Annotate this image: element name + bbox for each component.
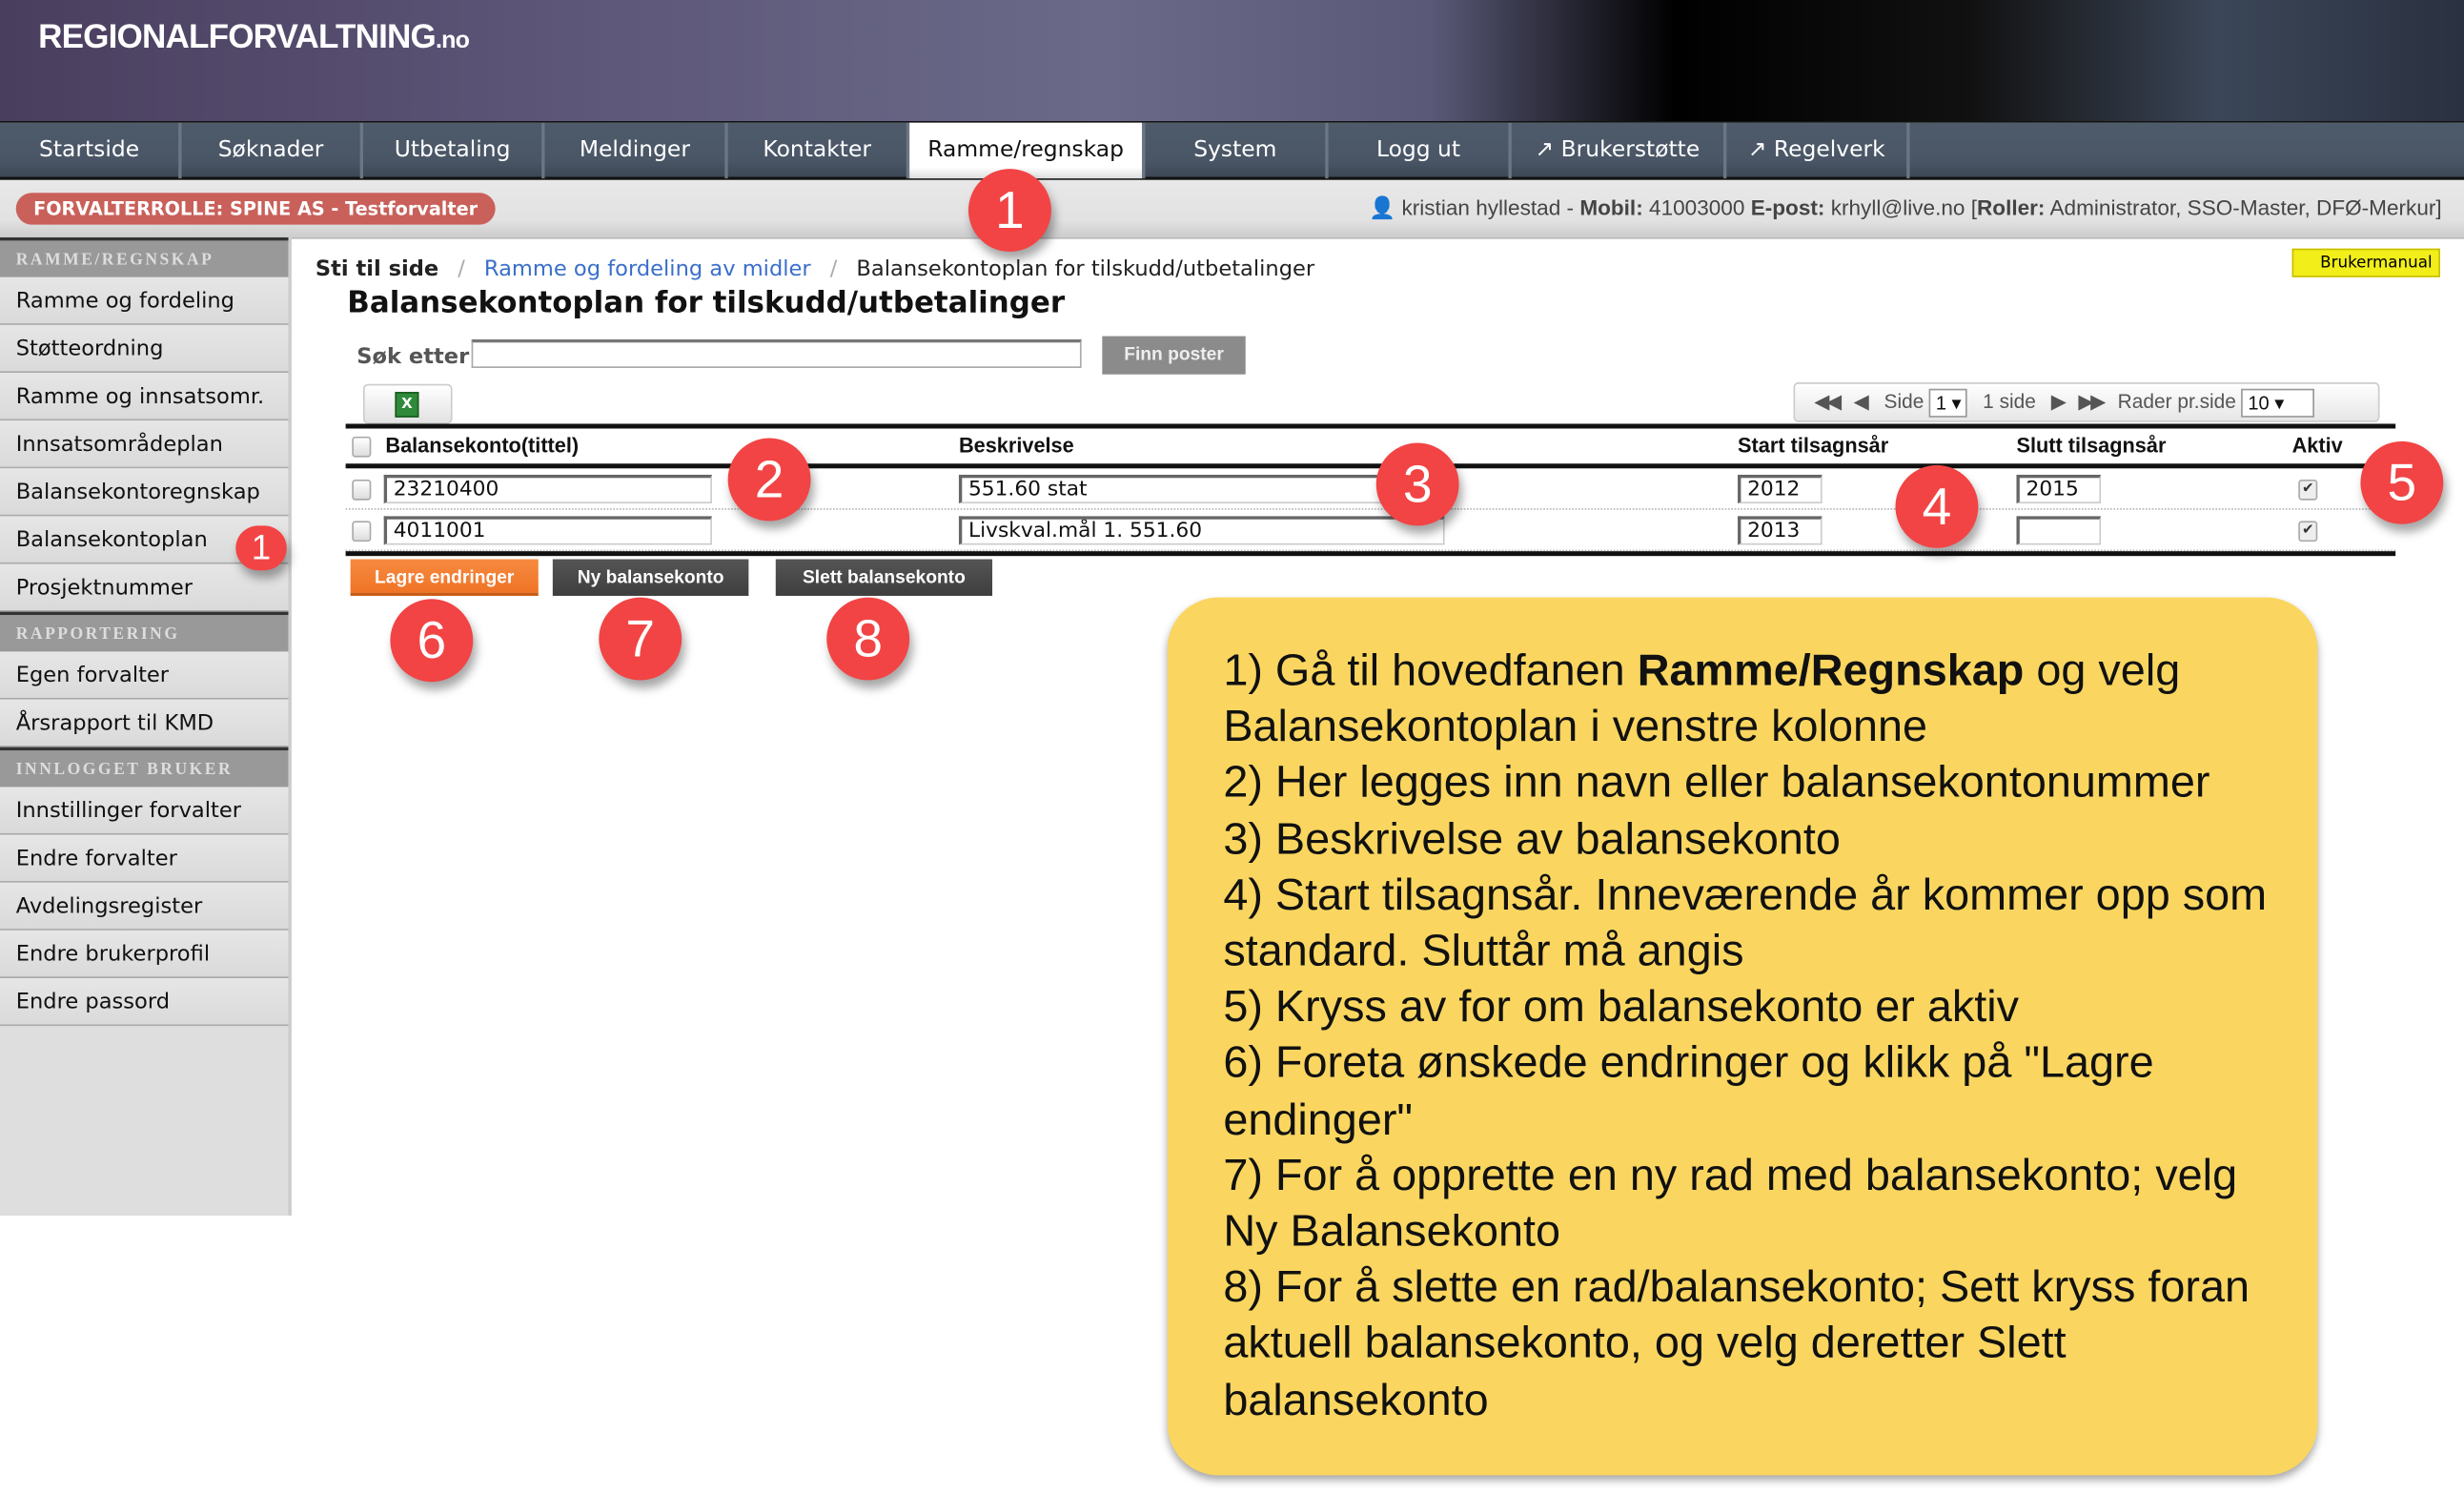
- step-marker: 1: [968, 169, 1051, 252]
- instruction-line: 1) Gå til hovedfanen Ramme/Regnskap og velg Balansekontoplan i venstre kolonne: [1223, 645, 2181, 751]
- sidebar: [0, 237, 292, 1216]
- rows-select[interactable]: 10 ▾: [2242, 388, 2315, 417]
- breadcrumb: Sti til side / Ramme og fordeling av midler / Balansekontoplan for tilskudd/utbetalinger: [315, 256, 1315, 282]
- excel-icon: X: [395, 392, 418, 418]
- select-all-checkbox[interactable]: [352, 437, 371, 458]
- breadcrumb-root: Sti til side: [315, 256, 439, 282]
- tab-regelverk[interactable]: ↗ Regelverk: [1726, 123, 1909, 178]
- info-bar: [0, 180, 2464, 239]
- rows-label: Rader pr.side: [2117, 390, 2236, 413]
- column-header: Balansekonto(tittel): [385, 433, 580, 458]
- start-year-input[interactable]: 2013: [1738, 516, 1823, 544]
- page-select[interactable]: 1 ▾: [1929, 388, 1967, 417]
- start-year-input[interactable]: 2012: [1738, 475, 1823, 503]
- user-manual-button[interactable]: Brukermanual: [2292, 249, 2440, 277]
- next-page-icon[interactable]: ▶: [2050, 390, 2067, 413]
- row-checkbox[interactable]: [352, 521, 371, 542]
- tab-soknader[interactable]: Søknader: [181, 123, 362, 178]
- sidebar-heading: INNLOGGET BRUKER: [0, 747, 288, 788]
- step-marker: 4: [1895, 465, 1978, 548]
- save-changes-button[interactable]: Lagre endringer: [351, 560, 539, 596]
- step-marker: 8: [826, 598, 909, 681]
- main-nav: [0, 121, 2464, 180]
- last-page-icon[interactable]: ▶▶: [2078, 390, 2103, 413]
- page-count: 1 side: [1983, 390, 2036, 413]
- instruction-line: 8) For å slette en rad/balansekonto; Sett kryss foran aktuell balansekonto, og velg deretter Slett balansekonto: [1223, 1261, 2250, 1424]
- step-marker: 2: [728, 439, 811, 522]
- site-logo[interactable]: REGIONALFORVALTNING.no: [38, 19, 470, 56]
- tab-meldinger[interactable]: Meldinger: [544, 123, 727, 178]
- instruction-line: 2) Her legges inn navn eller balansekontonummer: [1223, 757, 2210, 808]
- konto-input[interactable]: 4011001: [384, 516, 712, 544]
- sidebar-item-avdelingsregister[interactable]: Avdelingsregister: [0, 883, 288, 931]
- instruction-line: 3) Beskrivelse av balansekonto: [1223, 813, 1841, 864]
- search-input[interactable]: [472, 339, 1082, 368]
- row-checkbox[interactable]: [352, 480, 371, 501]
- breadcrumb-link[interactable]: Ramme og fordeling av midler: [483, 256, 811, 282]
- sidebar-heading: RAPPORTERING: [0, 612, 288, 652]
- beskrivelse-input[interactable]: Livskval.mål 1. 551.60: [959, 516, 1445, 544]
- step-marker: 5: [2360, 441, 2443, 524]
- delete-account-button[interactable]: Slett balansekonto: [776, 560, 992, 596]
- step-marker: 1: [235, 525, 286, 570]
- tab-logg-ut[interactable]: Logg ut: [1329, 123, 1512, 178]
- tab-startside[interactable]: Startside: [0, 123, 181, 178]
- new-account-button[interactable]: Ny balansekonto: [553, 560, 749, 596]
- konto-input[interactable]: 23210400: [384, 475, 712, 503]
- sidebar-item-innsatsomradeplan[interactable]: Innsatsområdeplan: [0, 420, 288, 468]
- sidebar-item-innstillinger-forvalter[interactable]: Innstillinger forvalter: [0, 787, 288, 834]
- sidebar-item-balansekontoregnskap[interactable]: Balansekontoregnskap: [0, 468, 288, 516]
- user-info: 👤 kristian hyllestad - Mobil: 41003000 E-post: krhyll@live.no [Roller: Administrator, SSO-Master, DFØ-Merkur]: [1369, 195, 2442, 220]
- sidebar-item-balansekontoplan[interactable]: Balansekontoplan: [0, 516, 288, 563]
- sidebar-item-prosjektnummer[interactable]: Prosjektnummer: [0, 564, 288, 612]
- sidebar-item-stotteordning[interactable]: Støtteordning: [0, 325, 288, 373]
- instruction-line: 5) Kryss av for om balansekonto er aktiv: [1223, 981, 2020, 1032]
- sidebar-item-endre-forvalter[interactable]: Endre forvalter: [0, 835, 288, 883]
- tab-brukerstotte[interactable]: ↗ Brukerstøtte: [1512, 123, 1727, 178]
- role-badge: FORVALTERROLLE: SPINE AS - Testforvalter: [16, 193, 496, 224]
- sidebar-item-egen-forvalter[interactable]: Egen forvalter: [0, 651, 288, 699]
- external-link-icon: ↗: [1535, 136, 1555, 163]
- user-icon: 👤: [1369, 195, 1396, 220]
- active-checkbox[interactable]: ✔: [2298, 480, 2317, 501]
- account-table: [346, 423, 2396, 557]
- tab-ramme-regnskap[interactable]: Ramme/regnskap: [909, 123, 1145, 178]
- page-label: Side: [1884, 390, 1924, 413]
- breadcrumb-current: Balansekontoplan for tilskudd/utbetalinger: [856, 256, 1315, 282]
- sidebar-heading: RAMME/REGNSKAP: [0, 237, 288, 277]
- step-marker: 7: [599, 598, 682, 681]
- column-header: Slutt tilsagnsår: [2016, 433, 2167, 458]
- excel-export-button[interactable]: [363, 384, 453, 424]
- beskrivelse-input[interactable]: 551.60 stat: [959, 475, 1445, 503]
- prev-page-icon[interactable]: ◀: [1853, 390, 1869, 413]
- active-checkbox[interactable]: ✔: [2298, 521, 2317, 542]
- find-button[interactable]: Finn poster: [1102, 337, 1245, 375]
- instructions-callout: [1168, 598, 2317, 1476]
- site-header: [0, 0, 2464, 121]
- tab-utbetaling[interactable]: Utbetaling: [363, 123, 544, 178]
- instruction-line: 6) Foreta ønskede endringer og klikk på "Lagre endinger": [1223, 1037, 2154, 1144]
- first-page-icon[interactable]: ◀◀: [1814, 390, 1839, 413]
- end-year-input[interactable]: 2015: [2016, 475, 2101, 503]
- page-title: Balansekontoplan for tilskudd/utbetalinger: [347, 286, 1066, 320]
- tab-kontakter[interactable]: Kontakter: [728, 123, 909, 178]
- instruction-line: 4) Start tilsagnsår. Inneværende år kommer opp som standard. Sluttår må angis: [1223, 870, 2268, 975]
- sidebar-item-arsrapport[interactable]: Årsrapport til KMD: [0, 700, 288, 747]
- sidebar-item-endre-passord[interactable]: Endre passord: [0, 978, 288, 1026]
- sidebar-item-ramme-og-innsatsomr[interactable]: Ramme og innsatsomr.: [0, 373, 288, 420]
- pager: [1794, 382, 2380, 422]
- sidebar-item-ramme-og-fordeling[interactable]: Ramme og fordeling: [0, 277, 288, 325]
- search-label: Søk etter: [356, 343, 470, 370]
- end-year-input[interactable]: [2016, 516, 2101, 544]
- instruction-line: 7) For å opprette en ny rad med balansekonto; velg Ny Balansekonto: [1223, 1150, 2238, 1256]
- step-marker: 6: [390, 599, 473, 682]
- sidebar-item-endre-brukerprofil[interactable]: Endre brukerprofil: [0, 931, 288, 978]
- tab-system[interactable]: System: [1145, 123, 1328, 178]
- step-marker: 3: [1376, 443, 1459, 526]
- column-header: Start tilsagnsår: [1738, 433, 1889, 458]
- column-header: Aktiv: [2291, 433, 2343, 458]
- column-header: Beskrivelse: [958, 433, 1074, 458]
- external-link-icon: ↗: [1747, 136, 1767, 163]
